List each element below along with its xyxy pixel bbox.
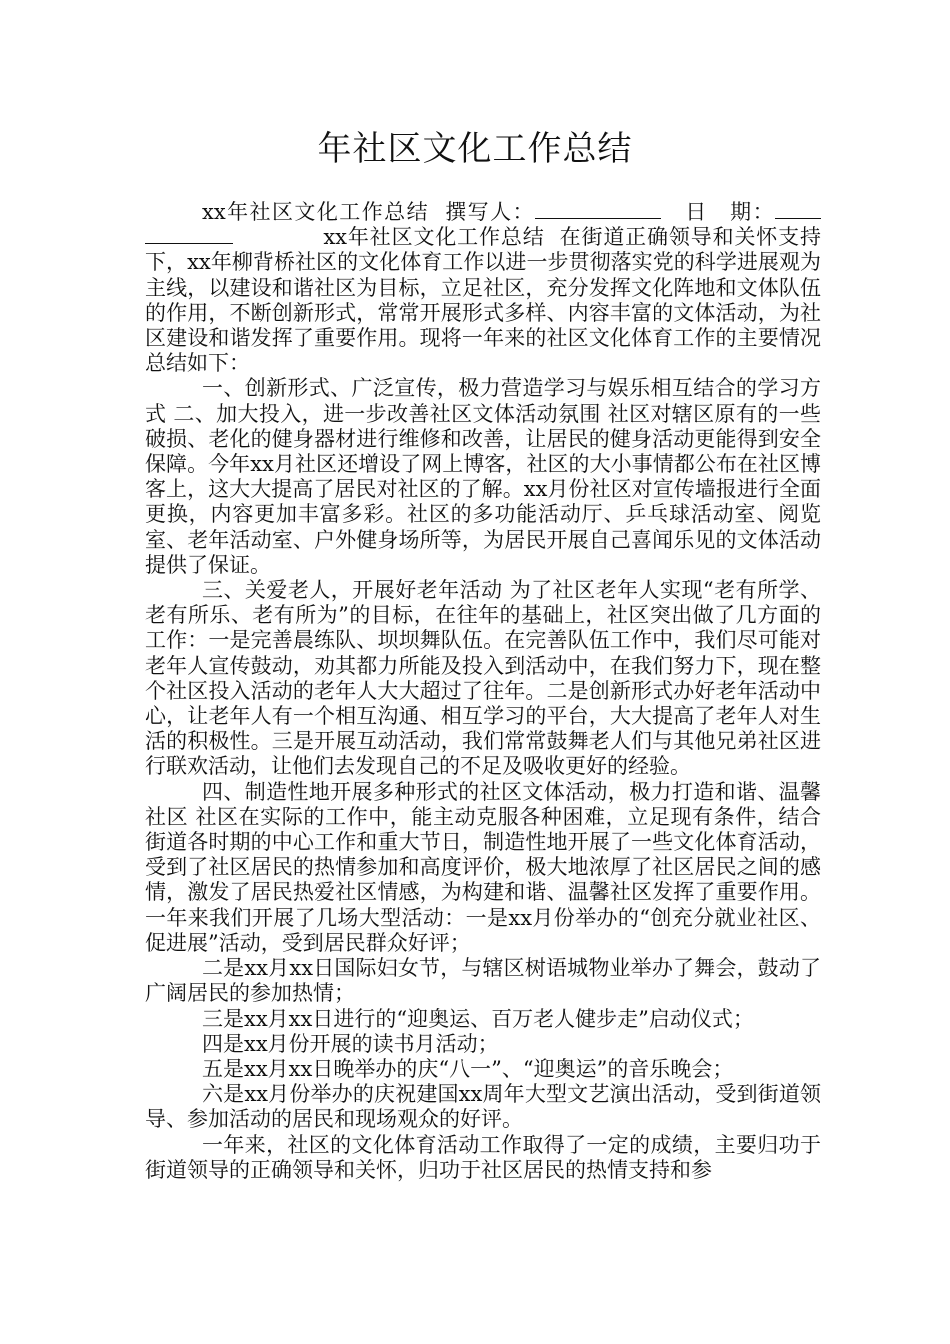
date-blank-2 xyxy=(145,225,233,244)
header-doc-name: xx年社区文化工作总结 xyxy=(202,200,429,224)
paragraph: 二是xx月xx日国际妇女节，与辖区树语城物业举办了舞会，鼓动了广阔居民的参加热情； xyxy=(145,956,821,1006)
date-label: 日 期： xyxy=(685,200,776,224)
paragraph: 一、创新形式、广泛宣传，极力营造学习与娱乐相互结合的学习方式 二、加大投入，进一步改善社区文体活动氛围 社区对辖区原有的一些破损、老化的健身器材进行维修和改善，让居民的健身活动更能得到安全保障。今年xx月社区还增设了网上博客，社区的大小事情都公布在社区博客上，这大大提高了居民对社区的了解。xx月份社区对宣传墙报进行全面更换，内容更加丰富多彩。社区的多功能活动厅、乒乓球活动室、阅览室、老年活动室、户外健身场所等，为居民开展自己喜闻乐见的文体活动提供了保证。 xyxy=(145,376,821,577)
document-body xyxy=(145,200,821,1183)
author-blank xyxy=(535,200,661,219)
paragraph: 一年来，社区的文化体育活动工作取得了一定的成绩，主要归功于街道领导的正确领导和关怀，归功于社区居民的热情支持和参 xyxy=(145,1132,821,1182)
paragraph: 三是xx月xx日进行的“迎奥运、百万老人健步走”启动仪式； xyxy=(202,1006,754,1031)
intro-text: 在街道正确领导和关怀支持下，xx年柳背桥社区的文化体育工作以进一步贯彻落实党的科学进展观为主线，以建设和谐社区为目标，立足社区，充分发挥文化阵地和文体队伍的作用，不断创新形式，常常开展形式多样、内容丰富的文体活动，为社区建设和谐发挥了重要作用。现将一年来的社区文化体育工作的主要情况总结如下： xyxy=(145,225,822,376)
author-label: 撰写人： xyxy=(445,200,535,224)
paragraph: 四是xx月份开展的读书月活动； xyxy=(202,1031,499,1056)
header-paragraph xyxy=(145,200,821,376)
date-blank-1 xyxy=(775,200,821,219)
paragraph: 六是xx月份举办的庆祝建国xx周年大型文艺演出活动，受到街道领导、参加活动的居民和现场观众的好评。 xyxy=(145,1082,821,1132)
intro-doc-name: xx年社区文化工作总结 xyxy=(323,225,545,250)
paragraph: 四、制造性地开展多种形式的社区文体活动，极力打造和谐、温馨社区 社区在实际的工作中，能主动克服各种困难，立足现有条件，结合街道各时期的中心工作和重大节日，制造性地开展了一些文化体育活动，受到了社区居民的热情参加和高度评价，极大地浓厚了社区居民之间的感情，激发了居民热爱社区情感，为构建和谐、温馨社区发挥了重要作用。一年来我们开展了几场大型活动：一是xx月份举办的“创充分就业社区、促进展”活动，受到居民群众好评； xyxy=(145,779,821,955)
document-title: 年社区文化工作总结 xyxy=(317,129,633,169)
paragraph: 五是xx月xx日晚举办的庆“八一”、“迎奥运”的音乐晚会； xyxy=(202,1056,734,1081)
paragraph: 三、关爱老人，开展好老年活动 为了社区老年人实现“老有所学、老有所乐、老有所为”的目标，在往年的基础上，社区突出做了几方面的工作：一是完善晨练队、坝坝舞队伍。在完善队伍工作中，我们尽可能对老年人宣传鼓动，劝其都力所能及投入到活动中，在我们努力下，现在整个社区投入活动的老年人大大超过了往年。二是创新形式办好老年活动中心，让老年人有一个相互沟通、相互学习的平台，大大提高了老年人对生活的积极性。三是开展互动活动，我们常常鼓舞老人们与其他兄弟社区进行联欢活动，让他们去发现自己的不足及吸收更好的经验。 xyxy=(145,578,821,779)
